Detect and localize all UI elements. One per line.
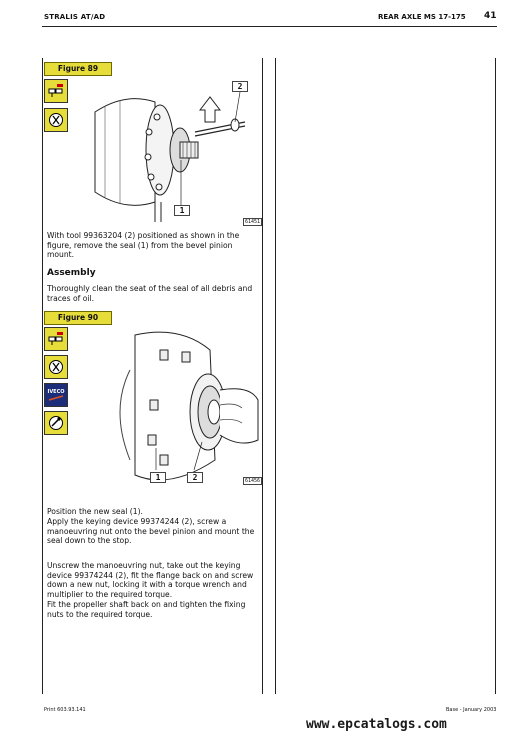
column-rule-left [262,58,263,694]
figure-90-illustration [90,330,262,490]
figure-89-callout-1: 1 [174,205,190,216]
watermark: www.epcatalogs.com [306,717,447,732]
figure-89-label: Figure 89 [44,62,112,76]
right-margin-rule [495,58,496,694]
iveco-logo-text: IVECO [47,389,65,395]
figure-90-callout-2: 2 [187,472,203,483]
instruction-position-seal: Position the new seal (1). [47,507,143,516]
exploded-view-icon [44,79,68,103]
instruction-clean-seat: Thoroughly clean the seat of the seal of all debris and traces of oil. [47,284,253,303]
instruction-apply-keying-device: Apply the keying device 99374244 (2), screw a manoeuvring nut onto the bevel pinion and mount the seal down to the stop. [47,517,255,546]
instruction-unscrew-nut: Unscrew the manoeuvring nut, take out the keying device 99374244 (2), fit the flange back on and screw down a new nut, locking it with a torque wrench and multiplier to the required torque. [47,561,254,599]
torque-wrench-icon [44,411,68,435]
left-margin-rule [42,58,43,694]
figure-90-ref: 61456 [245,478,261,484]
figure-90-label: Figure 90 [44,311,112,325]
figure-89-illustration [85,72,260,227]
instruction-remove-seal: With tool 99363204 (2) positioned as shown in the figure, remove the seal (1) from the bevel pinion mount. [47,231,240,260]
footer-edition: Base - January 2003 [446,707,497,713]
exploded-view-icon [44,327,68,351]
page-number: 41 [484,11,497,21]
instruction-fit-propeller-shaft: Fit the propeller shaft back on and tighten the fixing nuts to the required torque. [47,600,246,619]
column-rule-right [275,58,276,694]
figure-90-callout-1: 1 [150,472,166,483]
footer-print-code: Print 603.93.141 [44,707,86,713]
header-rule [42,26,497,27]
header-title: STRALIS AT/AD [44,13,106,21]
fitting-tool-icon [44,355,68,379]
figure-89-ref: 61451 [245,219,261,225]
removal-tool-icon [44,108,68,132]
figure-89-callout-2: 2 [232,81,248,92]
section-heading-assembly: Assembly [47,268,96,278]
header-section: REAR AXLE MS 17-175 [378,13,466,21]
iveco-special-tool-icon [44,383,68,407]
